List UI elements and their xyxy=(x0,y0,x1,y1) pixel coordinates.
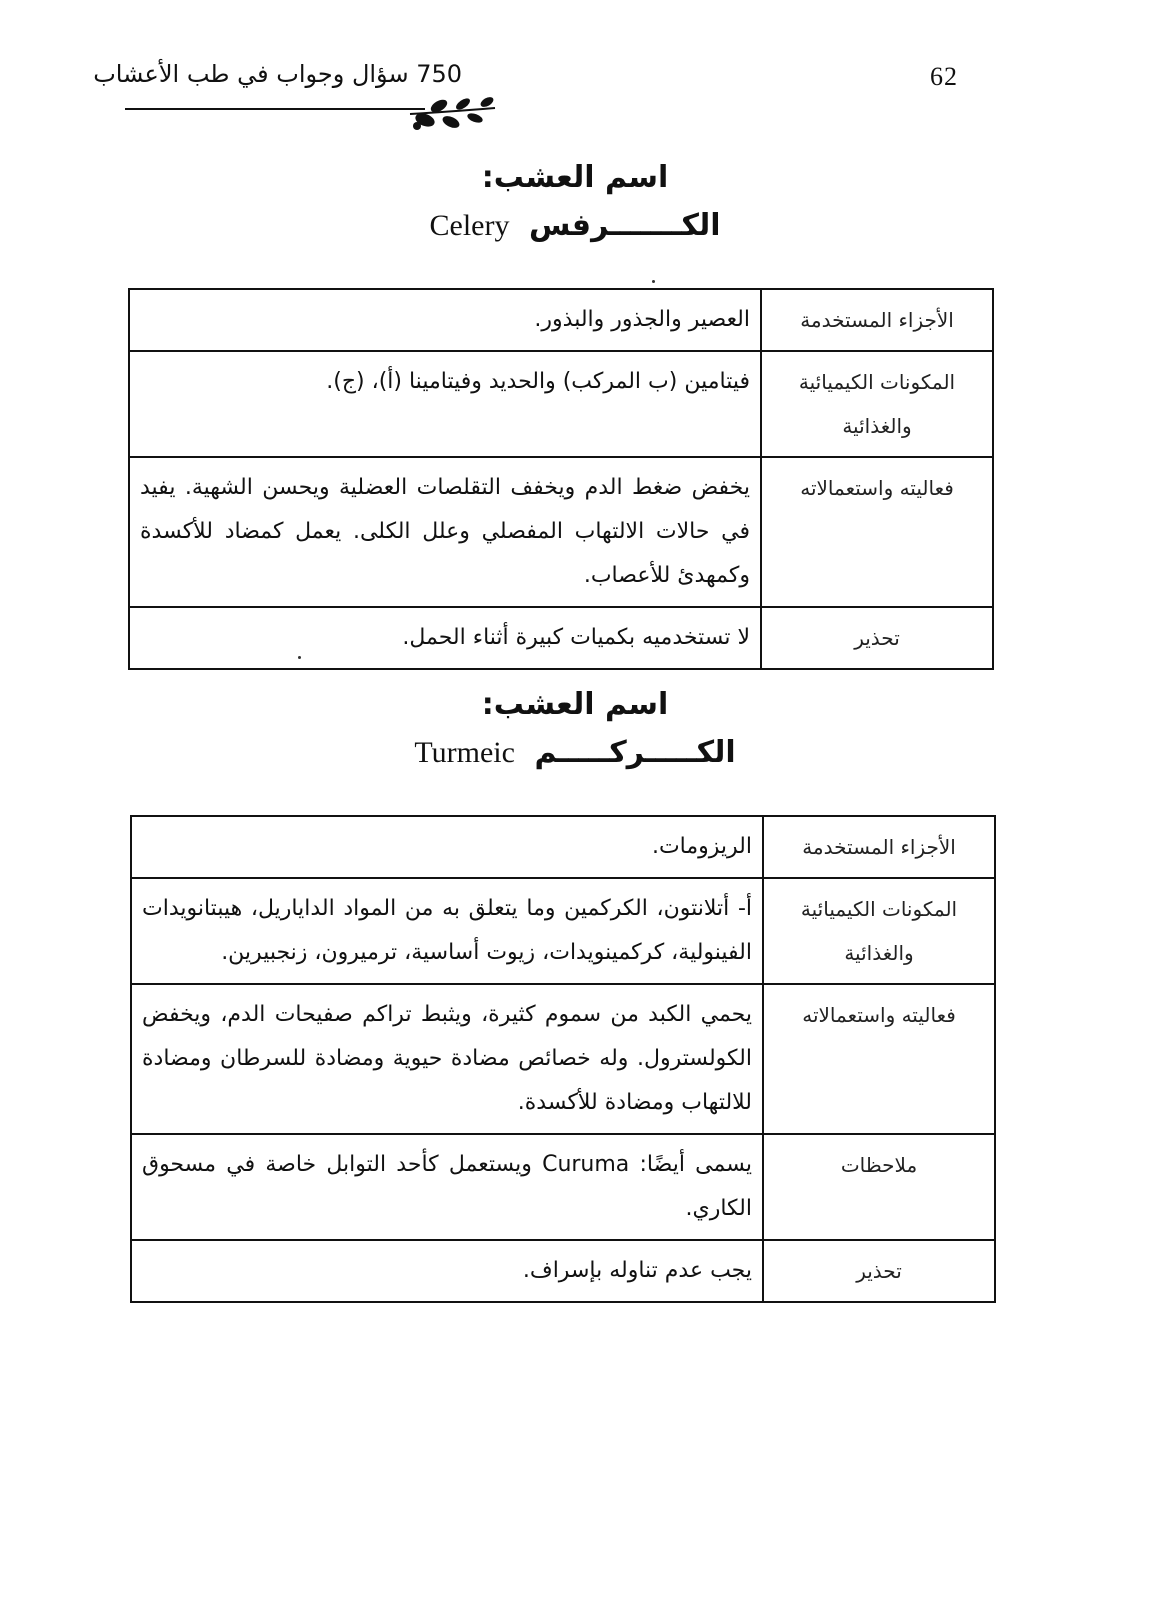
stray-dot xyxy=(298,656,301,659)
table-row xyxy=(129,607,993,669)
row-label: فعاليته واستعمالاته xyxy=(763,984,995,1134)
page-number: 62 xyxy=(930,62,958,91)
table-row xyxy=(131,878,995,984)
herb-name xyxy=(250,728,900,778)
herb-name-english: Celery xyxy=(429,209,510,242)
table-row xyxy=(131,1240,995,1302)
row-value: العصير والجذور والبذور. xyxy=(129,289,761,351)
row-label: المكونات الكيميائية والغذائية xyxy=(761,351,993,457)
herb-name-arabic: الكـــــــرفس xyxy=(529,208,721,243)
herb-table-celery xyxy=(128,288,994,670)
row-value: يسمى أيضًا: Curuma ويستعمل كأحد التوابل خاصة في مسحوق الكاري. xyxy=(131,1134,763,1240)
herb-heading-celery xyxy=(250,155,900,251)
herb-heading-turmeric xyxy=(250,682,900,778)
herb-label: اسم العشب: xyxy=(481,687,669,722)
row-value: يحمي الكبد من سموم كثيرة، ويثبط تراكم صفيحات الدم، ويخفض الكولسترول. وله خصائص مضادة حيوية ومضادة للسرطان ومضادة للالتهاب ومضادة للأكسدة. xyxy=(131,984,763,1134)
herb-name-arabic: الكـــــركـــــم xyxy=(534,735,736,770)
row-label: تحذير xyxy=(763,1240,995,1302)
row-label: المكونات الكيميائية والغذائية xyxy=(763,878,995,984)
table-row xyxy=(129,351,993,457)
table-row xyxy=(131,1134,995,1240)
herb-name-english: Turmeic xyxy=(414,736,515,769)
table-row xyxy=(129,457,993,607)
row-label: ملاحظات xyxy=(763,1134,995,1240)
row-label: الأجزاء المستخدمة xyxy=(763,816,995,878)
table-row xyxy=(131,816,995,878)
row-label: الأجزاء المستخدمة xyxy=(761,289,993,351)
row-label: تحذير xyxy=(761,607,993,669)
row-value: يجب عدم تناوله بإسراف. xyxy=(131,1240,763,1302)
running-title: 750 سؤال وجواب في طب الأعشاب xyxy=(93,60,462,88)
herb-table-turmeric xyxy=(130,815,996,1303)
stray-dot xyxy=(652,280,655,283)
herb-name xyxy=(250,201,900,251)
row-value: أ- أتلانتون، الكركمين وما يتعلق به من المواد الداياريل، هيبتانويدات الفينولية، كركمينويدات، زيوت أساسية، ترميرون، زنجبيرين. xyxy=(131,878,763,984)
header-rule xyxy=(125,108,425,110)
leaf-ornament-icon xyxy=(405,92,500,134)
row-label: فعاليته واستعمالاته xyxy=(761,457,993,607)
row-value: لا تستخدميه بكميات كبيرة أثناء الحمل. xyxy=(129,607,761,669)
table-row xyxy=(131,984,995,1134)
row-value: فيتامين (ب المركب) والحديد وفيتامينا (أ)، (ج). xyxy=(129,351,761,457)
table-row xyxy=(129,289,993,351)
row-value: الريزومات. xyxy=(131,816,763,878)
herb-label: اسم العشب: xyxy=(481,160,669,195)
row-value: يخفض ضغط الدم ويخفف التقلصات العضلية ويحسن الشهية. يفيد في حالات الالتهاب المفصلي وعلل الكلى. يعمل كمضاد للأكسدة وكمهدئ للأعصاب. xyxy=(129,457,761,607)
